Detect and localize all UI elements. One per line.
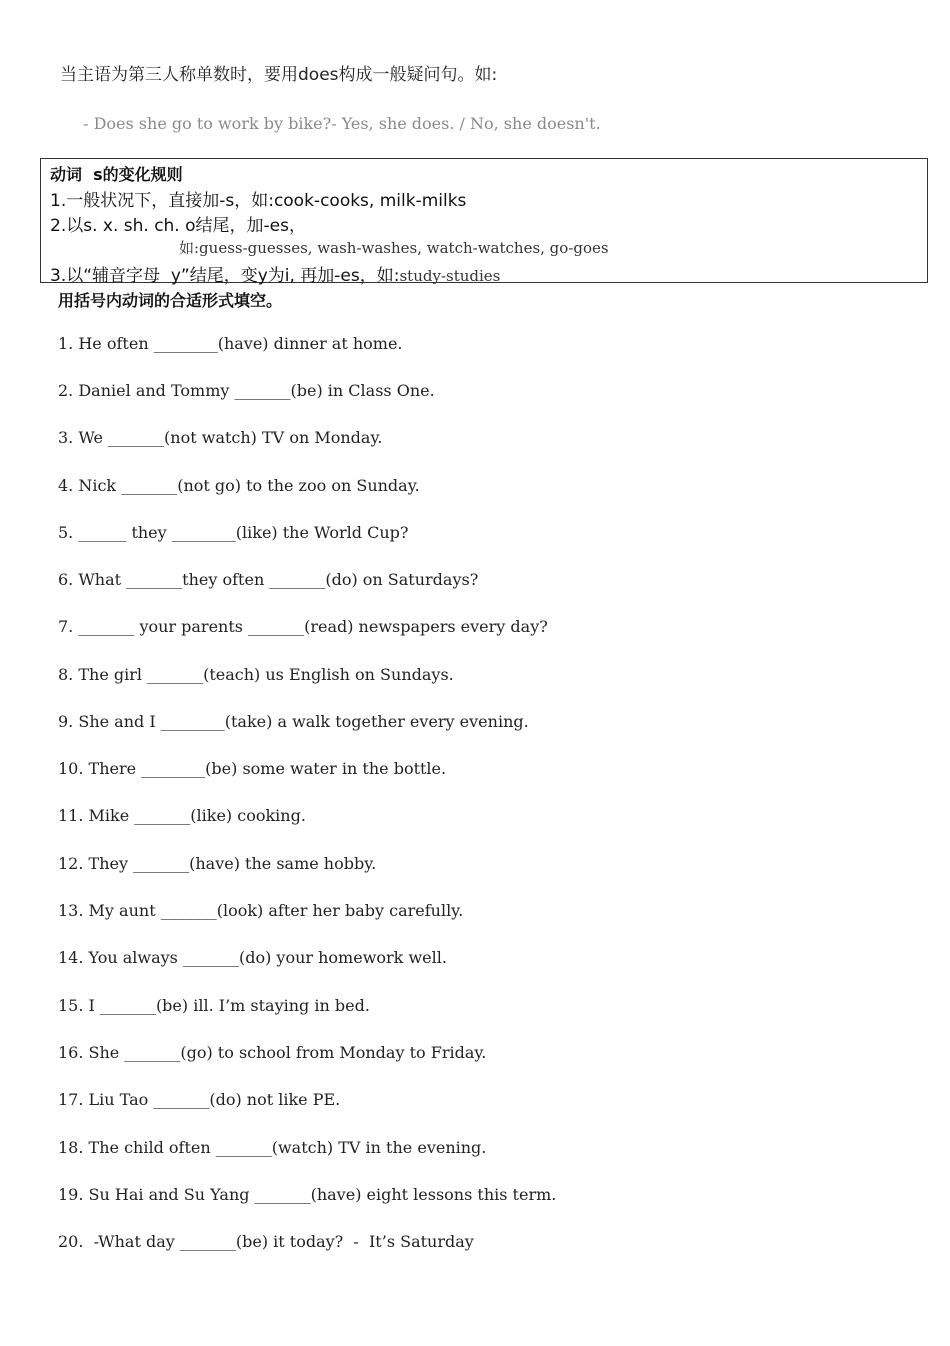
rules-box xyxy=(40,158,928,286)
question-8: 8. The girl _______(teach) us English on Sundays. xyxy=(58,665,454,684)
question-14: 14. You always _______(do) your homework well. xyxy=(58,948,447,967)
question-2: 2. Daniel and Tommy _______(be) in Class One. xyxy=(58,381,435,400)
question-6: 6. What _______they often _______(do) on Saturdays? xyxy=(58,570,479,589)
question-4: 4. Nick _______(not go) to the zoo on Sunday. xyxy=(58,476,420,495)
rule-3-example: study-studies xyxy=(399,267,501,285)
example-dialogue: - Does she go to work by bike?- Yes, she does. / No, she doesn't. xyxy=(78,114,601,133)
question-11: 11. Mike _______(like) cooking. xyxy=(58,806,306,825)
rule-3 xyxy=(50,261,500,286)
question-9: 9. She and I ________(take) a walk together every evening. xyxy=(58,712,529,731)
rule-1: 1.一般状况下，直接加-s，如:cook-cooks, milk-milks xyxy=(50,191,467,211)
question-18: 18. The child often _______(watch) TV in the evening. xyxy=(58,1138,487,1157)
exercise-title: 用括号内动词的合适形式填空。 xyxy=(58,291,283,310)
rule-3-main: 3.以“辅音字母 y”结尾，变y为i, 再加-es，如: xyxy=(50,266,400,286)
question-16: 16. She _______(go) to school from Monday to Friday. xyxy=(58,1043,487,1062)
question-5: 5. ______ they ________(like) the World Cup? xyxy=(58,523,409,542)
question-12: 12. They _______(have) the same hobby. xyxy=(58,854,377,873)
intro-text: 当主语为第三人称单数时，要用does构成一般疑问句。如: xyxy=(60,65,498,85)
rule-2-examples: 如:guess-guesses, wash-washes, watch-watches, go-goes xyxy=(179,239,609,257)
question-7: 7. _______ your parents _______(read) newspapers every day? xyxy=(58,617,548,636)
question-10: 10. There ________(be) some water in the bottle. xyxy=(58,759,447,778)
rules-title: 动词 s的变化规则 xyxy=(50,165,183,184)
question-15: 15. I _______(be) ill. I’m staying in bed. xyxy=(58,996,370,1015)
question-13: 13. My aunt _______(look) after her baby carefully. xyxy=(58,901,464,920)
question-20: 20. -What day _______(be) it today? - It’s Saturday xyxy=(58,1232,474,1251)
question-17: 17. Liu Tao _______(do) not like PE. xyxy=(58,1090,341,1109)
rule-2: 2.以s. x. sh. ch. o结尾，加-es， xyxy=(50,216,306,236)
question-19: 19. Su Hai and Su Yang _______(have) eight lessons this term. xyxy=(58,1185,557,1204)
question-3: 3. We _______(not watch) TV on Monday. xyxy=(58,428,383,447)
question-1: 1. He often ________(have) dinner at home. xyxy=(58,334,403,353)
